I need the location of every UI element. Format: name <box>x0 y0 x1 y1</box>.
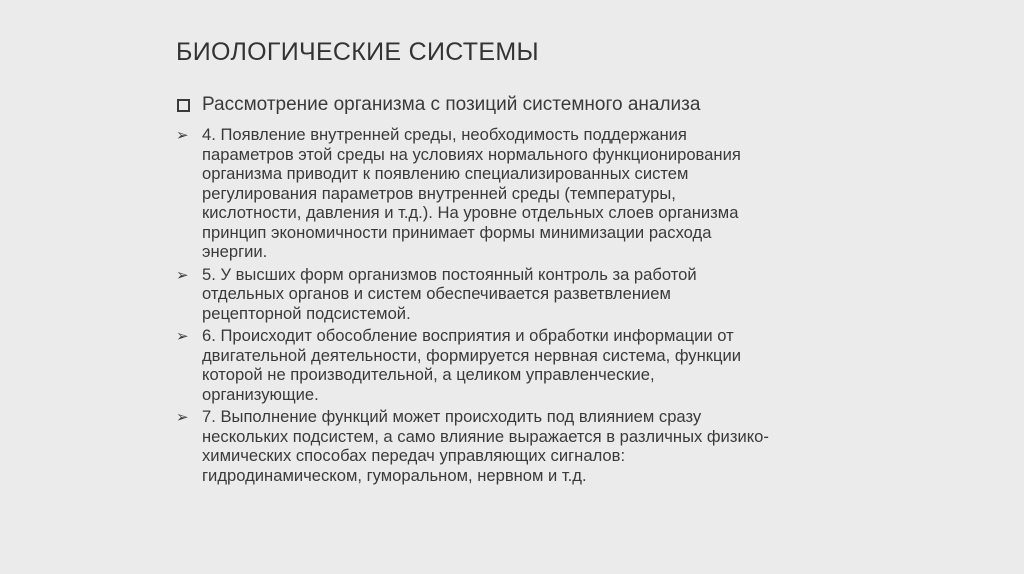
subtitle <box>176 94 700 116</box>
bullet-list <box>176 125 856 488</box>
text-line: параметров этой среды на условиях нормального функционирования <box>202 144 741 164</box>
subtitle-text: Рассмотрение организма с позиций системного анализа <box>202 94 701 115</box>
arrow-icon: ➢ <box>176 127 189 144</box>
text-line: регулирования параметров внутренней среды (температуры, <box>202 183 676 203</box>
text-line: принцип экономичности принимает формы минимизации расхода <box>202 222 712 242</box>
list-item-text <box>202 326 852 404</box>
text-line: энергии. <box>202 242 268 261</box>
list-item <box>176 326 856 404</box>
arrow-icon: ➢ <box>176 328 189 345</box>
list-item <box>176 125 856 262</box>
text-line: 5. У высших форм организмов постоянный контроль за работой <box>202 264 697 284</box>
list-item-text <box>202 407 852 485</box>
list-item-text <box>202 125 852 262</box>
slide-title: БИОЛОГИЧЕСКИЕ СИСТЕМЫ <box>176 38 539 66</box>
text-line: организующие. <box>202 384 319 404</box>
text-line: химических способах передач управляющих сигналов: <box>202 446 626 465</box>
text-line: отдельных органов и систем обеспечивается разветвлением <box>202 284 671 303</box>
text-line: 6. Происходит обособление восприятия и обработки информации от <box>202 326 734 345</box>
text-line: кислотности, давления и т.д.). На уровне отдельных слоев организма <box>202 203 739 222</box>
arrow-icon: ➢ <box>176 266 189 284</box>
list-item-text <box>202 265 852 324</box>
text-line: нескольких подсистем, а само влияние выражается в различных физико- <box>202 426 769 446</box>
arrow-icon: ➢ <box>176 409 189 426</box>
list-item <box>176 265 856 324</box>
text-line: гидродинамическом, гуморальном, нервном и т.д. <box>202 465 587 485</box>
text-line: которой не производительной, а целиком управленческие, <box>202 365 655 384</box>
list-item <box>176 407 856 485</box>
text-line: рецепторной подсистемой. <box>202 303 411 323</box>
text-line: организма приводит к появлению специализированных систем <box>202 164 689 183</box>
text-line: 7. Выполнение функций может происходить под влиянием сразу <box>202 407 702 426</box>
checkbox-icon <box>177 99 190 112</box>
text-line: 4. Появление внутренней среды, необходимость поддержания <box>202 125 687 144</box>
text-line: двигательной деятельности, формируется нервная система, функции <box>202 345 742 365</box>
